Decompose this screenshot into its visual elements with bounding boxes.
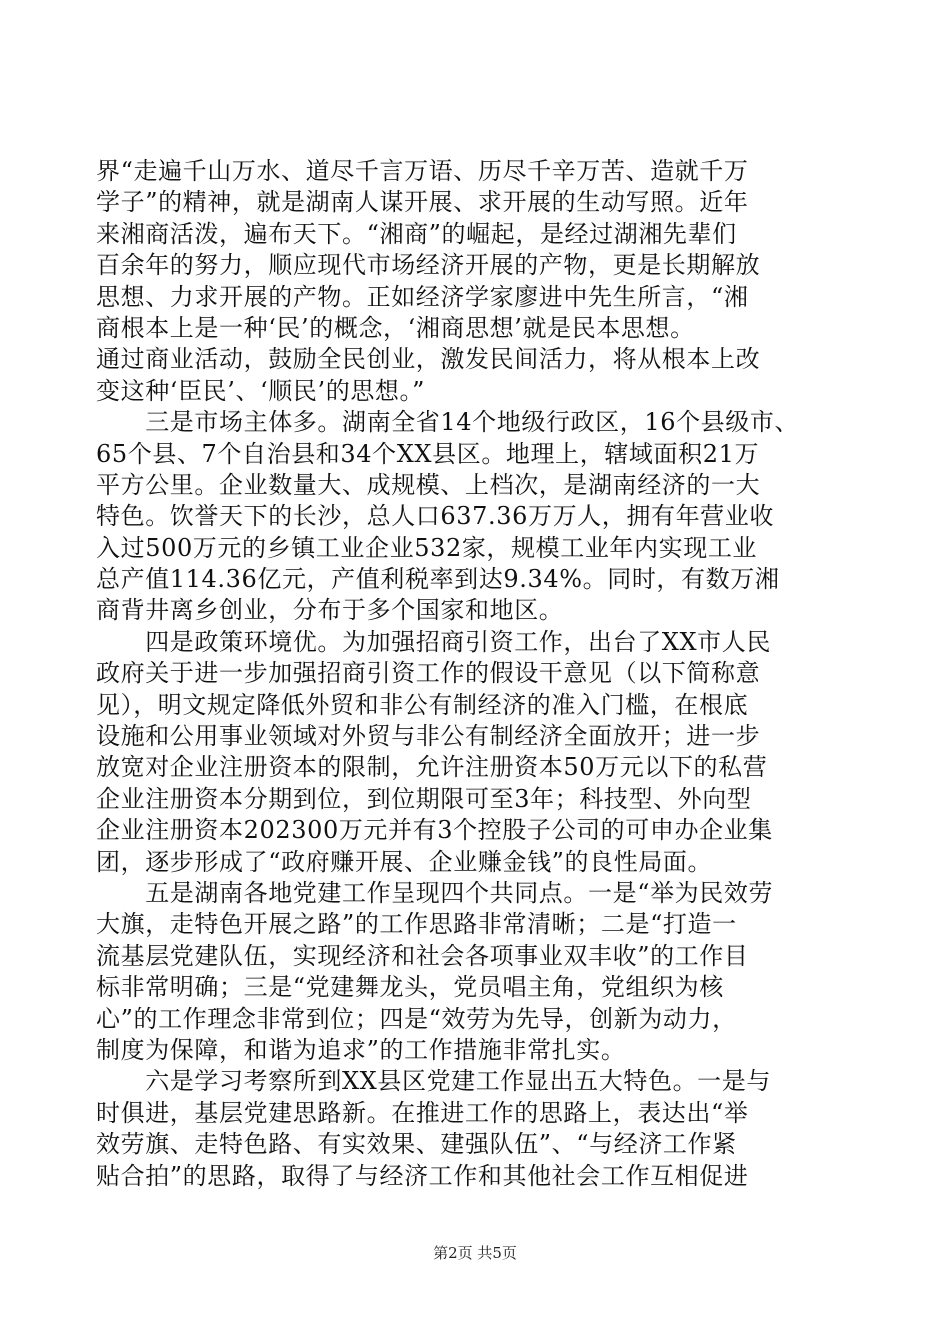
- paragraph-start-line: 六是学习考察所到XX县区党建工作显出五大特色。一是与: [96, 1067, 771, 1096]
- text-line: 大旗，走特色开展之路”的工作思路非常清晰；二是“打造一: [96, 910, 737, 939]
- text-line: 制度为保障，和谐为追求”的工作措施非常扎实。: [96, 1035, 626, 1064]
- text-line: 界“走遍千山万水、道尽千言万语、历尽千辛万苦、造就千万: [96, 157, 749, 185]
- text-line: 65个县、7个自治县和34个XX县区。地理上，辖域面积21万: [96, 439, 760, 468]
- text-line: 政府关于进一步加强招商引资工作的假设干意见（以下简称意: [96, 659, 761, 688]
- text-line: 团，逐步形成了“政府赚开展、企业赚金钱”的良性局面。: [96, 847, 713, 876]
- page-footer: [0, 1242, 950, 1263]
- body-text: [96, 156, 866, 1192]
- text-line: 通过商业活动，鼓励全民创业，激发民间活力，将从根本上改: [96, 345, 761, 374]
- text-line: 总产值114.36亿元，产值利税率到达9.34%。同时，有数万湘: [96, 565, 780, 594]
- paragraph-start-line: 三是市场主体多。湖南全省14个地级行政区，16个县级市、: [96, 408, 800, 437]
- paragraph-start-line: 四是政策环境优。为加强招商引资工作，出台了XX市人民: [96, 627, 771, 656]
- text-line: 标非常明确；三是“党建舞龙头，党员唱主角，党组织为核: [96, 973, 724, 1002]
- text-line: 设施和公用事业领域对外贸与非公有制经济全面放开；进一步: [96, 722, 761, 751]
- text-line: 企业注册资本202300万元并有3个控股子公司的可申办企业集: [96, 816, 773, 845]
- text-line: 时俱进，基层党建思路新。在推进工作的思路上，表达出“举: [96, 1098, 749, 1127]
- text-line: 特色。饮誉天下的长沙，总人口637.36万万人，拥有年营业收: [96, 502, 774, 531]
- text-line: 商背井离乡创业，分布于多个国家和地区。: [96, 596, 564, 625]
- paragraph-start-line: 五是湖南各地党建工作呈现四个共同点。一是“举为民效劳: [96, 878, 774, 907]
- text-line: 入过500万元的乡镇工业企业532家，规模工业年内实现工业: [96, 533, 758, 562]
- text-line: 商根本上是一种‘民’的概念，‘湘商思想’就是民本思想。: [96, 313, 695, 342]
- text-line: 百余年的努力，顺应现代市场经济开展的产物，更是长期解放: [96, 251, 761, 280]
- text-line: 贴合拍”的思路，取得了与经济工作和其他社会工作互相促进: [96, 1161, 749, 1190]
- text-line: 心”的工作理念非常到位；四是“效劳为先导，创新为动力，: [96, 1004, 737, 1033]
- text-line: 平方公里。企业数量大、成规模、上档次，是湖南经济的一大: [96, 470, 761, 499]
- text-line: 学子”的精神，就是湖南人谋开展、求开展的生动写照。近年: [96, 188, 749, 217]
- page-number-label: 第2页 共5页: [433, 1244, 517, 1262]
- text-line: 效劳旗、走特色路、有实效果、建强队伍”、“与经济工作紧: [96, 1130, 737, 1159]
- text-line: 思想、力求开展的产物。正如经济学家廖进中先生所言，“湘: [96, 282, 749, 311]
- text-line: 流基层党建队伍，实现经济和社会各项事业双丰收”的工作目: [96, 941, 749, 970]
- text-line: 企业注册资本分期到位，到位期限可至3年；科技型、外向型: [96, 784, 752, 813]
- text-line: 放宽对企业注册资本的限制，允许注册资本50万元以下的私营: [96, 753, 768, 782]
- text-line: 变这种‘臣民’、‘顺民’的思想。”: [96, 376, 425, 405]
- text-line: 见），明文规定降低外贸和非公有制经济的准入门槛，在根底: [96, 690, 749, 719]
- text-line: 来湘商活泼，遍布天下。“湘商”的崛起，是经过湖湘先辈们: [96, 219, 737, 248]
